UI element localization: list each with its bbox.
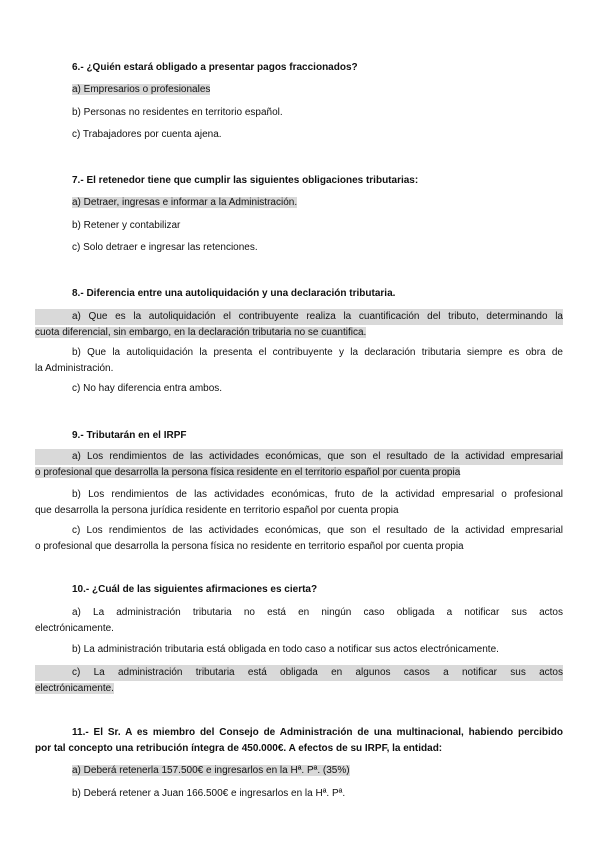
question-10-option-c[interactable]: [35, 665, 563, 697]
question-7-option-c[interactable]: c) Solo detraer e ingresar las retenciones.: [72, 242, 258, 253]
title-line: 11.- El Sr. A es miembro del Consejo de Administración de una multinacional, habiendo percibido: [72, 727, 563, 738]
option-line: la Administración.: [35, 363, 114, 374]
question-10-option-a[interactable]: [35, 605, 563, 637]
question-7-option-b[interactable]: b) Retener y contabilizar: [72, 220, 181, 231]
option-line: a) Los rendimientos de las actividades económicas, que son el resultado de la actividad empresarial: [35, 449, 563, 465]
option-line: o profesional que desarrolla la persona física residente en el territorio español por cuenta propia: [35, 467, 461, 478]
option-line: electrónicamente.: [35, 623, 114, 634]
question-8-option-b[interactable]: [35, 345, 563, 377]
question-6-option-a[interactable]: [72, 84, 210, 95]
question-7-option-a[interactable]: [72, 197, 297, 208]
option-line: cuota diferencial, sin embargo, en la declaración tributaria no se cuantifica.: [35, 327, 367, 338]
option-line: c) La administración tributaria está obligada en algunos casos a notificar sus actos: [35, 665, 563, 681]
question-9-option-b[interactable]: [35, 487, 563, 519]
option-line: a) La administración tributaria no está en ningún caso obligada a notificar sus actos: [72, 607, 563, 618]
question-6-option-c[interactable]: c) Trabajadores por cuenta ajena.: [72, 129, 222, 140]
option-text: a) Empresarios o profesionales: [72, 84, 211, 95]
question-11-option-a[interactable]: [72, 765, 350, 776]
title-line: por tal concepto una retribución íntegra de 450.000€. A efectos de su IRPF, la entidad:: [35, 743, 443, 754]
option-line: electrónicamente.: [35, 683, 114, 694]
question-7-title: 7.- El retenedor tiene que cumplir las siguientes obligaciones tributarias:: [72, 175, 419, 186]
question-6-title: 6.- ¿Quién estará obligado a presentar pagos fraccionados?: [72, 62, 358, 73]
question-8-title: 8.- Diferencia entre una autoliquidación y una declaración tributaria.: [72, 288, 396, 299]
option-line: o profesional que desarrolla la persona física no residente en territorio español por cuenta propia: [35, 541, 464, 552]
option-line: que desarrolla la persona jurídica residente en territorio español por cuenta propia: [35, 505, 399, 516]
question-11-title: [35, 725, 563, 757]
option-line: a) Que es la autoliquidación el contribuyente realiza la cuantificación del tributo, determinando la: [35, 309, 563, 325]
question-8-option-c[interactable]: c) No hay diferencia entra ambos.: [72, 383, 223, 394]
option-text: a) Detraer, ingresas e informar a la Administración.: [72, 197, 298, 208]
question-10-option-b[interactable]: b) La administración tributaria está obligada en todo caso a notificar sus actos electrónicamente.: [72, 644, 499, 655]
question-9-option-a[interactable]: [35, 449, 563, 481]
question-9-option-c[interactable]: [35, 523, 563, 555]
question-9-title: 9.- Tributarán en el IRPF: [72, 430, 187, 441]
question-8-option-a[interactable]: [35, 309, 563, 341]
option-line: c) Los rendimientos de las actividades económicas, que son el resultado de la actividad empresarial: [72, 525, 563, 536]
question-6-option-b[interactable]: b) Personas no residentes en territorio español.: [72, 107, 283, 118]
option-line: b) Los rendimientos de las actividades económicas, fruto de la actividad empresarial o profesional: [72, 489, 563, 500]
option-line: b) Que la autoliquidación la presenta el contribuyente y la declaración tributaria siempre es obra de: [72, 347, 563, 358]
option-text: a) Deberá retenerla 157.500€ e ingresarlos en la Hª. Pª. (35%): [72, 765, 350, 776]
question-11-option-b[interactable]: b) Deberá retener a Juan 166.500€ e ingresarlos en la Hª. Pª.: [72, 788, 346, 799]
question-10-title: 10.- ¿Cuál de las siguientes afirmaciones es cierta?: [72, 584, 318, 595]
